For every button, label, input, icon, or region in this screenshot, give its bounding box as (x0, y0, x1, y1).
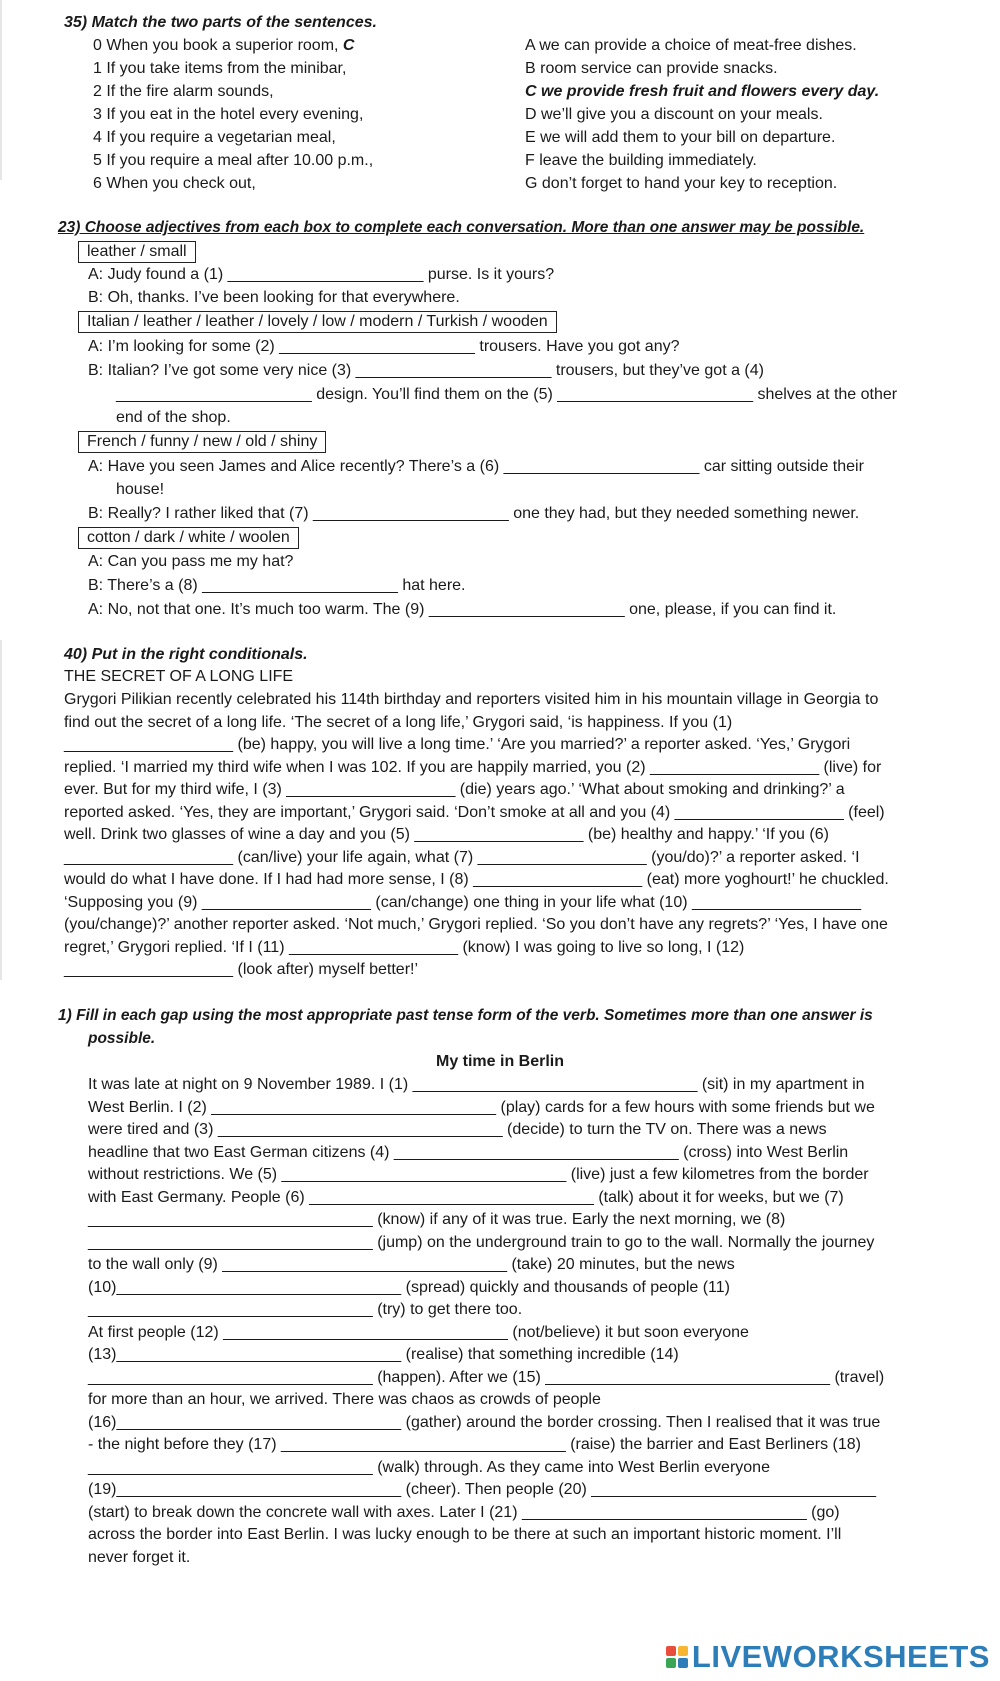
ex40-body-line: Grygori Pilikian recently celebrated his 114th birthday and reporters visited him in his mountain village in Georgia to (64, 691, 879, 708)
ex35-right-b: B room service can provide snacks. (525, 60, 778, 77)
ex1-body-line: ________________________________ (walk) through. As they came into West Berlin everyone (88, 1458, 770, 1476)
ex23-title: 23) Choose adjectives from each box to complete each conversation. More than one answer may be possible. (58, 219, 865, 236)
ex40-subtitle: THE SECRET OF A LONG LIFE (64, 668, 294, 685)
ex40-body-line: ___________________ (be) happy, you will live a long time.’ ‘Are you married?’ a reporter asked. ‘Yes,’ Grygori (64, 736, 851, 753)
ex1-body-line: (10)________________________________ (spread) quickly and thousands of people (11) (88, 1278, 730, 1296)
ex23-line-12: A: No, not that one. It’s much too warm. The (9) ______________________ one, please, if you can find it. (88, 601, 837, 618)
ex35-left-1: 1 If you take items from the minibar, (93, 60, 347, 77)
ex40-body-line: find out the secret of a long life. ‘The secret of a long life,’ Grygori said, ‘is happiness. If you (1) (64, 713, 733, 731)
ex40-body-line: ever. But for my third wife, I (3) ___________________ (die) years ago.’ ‘What about smoking and drinking?’ a (64, 781, 845, 798)
ex23-line-7: A: Have you seen James and Alice recently? There’s a (6) ______________________ car sitting outside their (88, 458, 864, 475)
ex35-left-0 (93, 35, 354, 57)
logo-square-green (666, 1658, 676, 1668)
ex40-body-line: ___________________ (can/live) your life again, what (7) ___________________ (you/do)?’ a reporter asked. ‘I (64, 848, 860, 866)
logo-square-yellow (678, 1646, 688, 1656)
ex35-left-4: 4 If you require a vegetarian meal, (93, 129, 336, 146)
ex1-body-line: ________________________________ (try) to get there too. (88, 1301, 523, 1318)
ex23-box-2: Italian / leather / leather / lovely / low / modern / Turkish / wooden (78, 311, 557, 333)
ex35-right-c: C we provide fresh fruit and flowers every day. (525, 83, 880, 100)
ex1-body-line: never forget it. (88, 1548, 191, 1566)
ex1-body-line: ________________________________ (know) if any of it was true. Early the next morning, we (8) (88, 1211, 786, 1228)
ex35-left-3: 3 If you eat in the hotel every evening, (93, 106, 364, 123)
ex1-body-line: (19)________________________________ (cheer). Then people (20) ________________________________ (88, 1481, 876, 1498)
ex23-line-5: ______________________ design. You’ll find them on the (5) ______________________ shelves at the other (116, 386, 898, 403)
ex35-left-5: 5 If you require a meal after 10.00 p.m., (93, 152, 374, 169)
ex1-body-line: (start) to break down the concrete wall with axes. Later I (21) ________________________________ (go) (88, 1503, 840, 1521)
ex40-body-line: well. Drink two glasses of wine a day and you (5) ___________________ (be) healthy and happy.’ ‘If you (6) (64, 826, 829, 843)
logo-grid-icon (666, 1646, 688, 1668)
ex1-body-line: - the night before they (17) ________________________________ (raise) the barrier and East Berliners (18) (88, 1436, 861, 1453)
ex35-left-text: 0 When you book a superior room, (93, 37, 339, 54)
ex35-title: 35) Match the two parts of the sentences. (64, 14, 377, 31)
ex23-line-11: B: There’s a (8) ______________________ hat here. (88, 577, 466, 594)
ex35-right-f: F leave the building immediately. (525, 152, 757, 169)
ex40-body-line: replied. ‘I married my third wife when I was 102. If you are happily married, you (2) ___________________ (live) for (64, 758, 882, 776)
ex1-body-line: At first people (12) ________________________________ (not/believe) it but soon everyone (88, 1323, 749, 1341)
ex35-left-2: 2 If the fire alarm sounds, (93, 83, 274, 100)
ex1-body-line: across the border into East Berlin. I was lucky enough to be there at such an important historic moment. I’ll (88, 1526, 842, 1543)
ex23-line-1: A: Judy found a (1) ______________________ purse. Is it yours? (88, 266, 555, 283)
ex40-body-line: ___________________ (look after) myself better!’ (64, 961, 419, 978)
ex1-body-line: to the wall only (9) ________________________________ (take) 20 minutes, but the news (88, 1256, 735, 1273)
ex1-body-line: West Berlin. I (2) ________________________________ (play) cards for a few hours with some friends but we (88, 1098, 875, 1116)
ex23-line-6: end of the shop. (116, 409, 231, 426)
ex40-body-line: regret,’ Grygori replied. ‘If I (11) ___________________ (know) I was going to live so long, I (12) (64, 938, 745, 956)
ex1-title-line1: 1) Fill in each gap using the most appropriate past tense form of the verb. Sometimes more than one answer is (58, 1007, 873, 1024)
liveworksheets-logo (666, 1637, 990, 1677)
ex40-body-line: reported asked. ‘Yes, they are important,’ Grygori said. ‘Don’t smoke at all and you (4) ___________________ (feel) (64, 803, 885, 821)
ex1-body-line: were tired and (3) ________________________________ (decide) to turn the TV on. There was a news (88, 1121, 827, 1138)
ex1-body-line: with East Germany. People (6) ________________________________ (talk) about it for weeks, but we (7) (88, 1188, 844, 1206)
ex23-line-8: house! (116, 481, 165, 498)
ex23-line-3: A: I’m looking for some (2) ______________________ trousers. Have you got any? (88, 338, 680, 355)
ex35-right-e: E we will add them to your bill on departure. (525, 129, 836, 146)
ex23-line-9: B: Really? I rather liked that (7) ______________________ one they had, but they needed something newer. (88, 505, 860, 522)
ex1-body-line: for more than an hour, we arrived. There was chaos as crowds of people (88, 1391, 601, 1408)
ex23-box-1: leather / small (78, 241, 196, 263)
ex23-box-3: French / funny / new / old / shiny (78, 431, 326, 453)
ex35-left-6: 6 When you check out, (93, 175, 256, 192)
ex23-line-10: A: Can you pass me my hat? (88, 553, 294, 570)
ex1-body-line: (16)________________________________ (gather) around the border crossing. Then I realised that it was true (88, 1413, 881, 1431)
ex23-line-4: B: Italian? I’ve got some very nice (3) ______________________ trousers, but they’ve got a (4) (88, 362, 764, 379)
ex35-right-a: A we can provide a choice of meat-free dishes. (525, 37, 857, 54)
ex40-body-line: (you/change)?’ another reporter asked. ‘Not much,’ Grygori replied. ‘So you don’t have any regrets?’ ‘Yes, I have one (64, 916, 888, 933)
ex40-body-line: ‘Supposing you (9) ___________________ (can/change) one thing in your life what (10) ___________________ (64, 893, 862, 911)
ex35-example-answer: C (342, 37, 355, 54)
ex1-body-line: without restrictions. We (5) ________________________________ (live) just a few kilometres from the border (88, 1166, 869, 1183)
ex1-body-line: headline that two East German citizens (4) ________________________________ (cross) into West Berlin (88, 1143, 849, 1161)
ex1-title-line2: possible. (88, 1030, 156, 1047)
ex35-right-d: D we’ll give you a discount on your meals. (525, 106, 823, 123)
ex1-body-line: It was late at night on 9 November 1989. I (1) ________________________________ (sit) in my apartment in (88, 1076, 865, 1093)
logo-text: LIVEWORKSHEETS (691, 1639, 990, 1674)
ex1-body-line: ________________________________ (jump) on the underground train to go to the wall. Normally the journey (88, 1233, 875, 1251)
ex1-body-line: ________________________________ (happen). After we (15) ________________________________ (travel) (88, 1368, 885, 1386)
logo-square-red (666, 1646, 676, 1656)
ex40-body-line: would do what I have done. If I had had more sense, I (8) ___________________ (eat) more yoghourt!’ he chuckled. (64, 871, 889, 888)
ex40-title: 40) Put in the right conditionals. (64, 646, 308, 663)
ex23-line-2: B: Oh, thanks. I’ve been looking for that everywhere. (88, 289, 460, 306)
logo-square-blue (678, 1658, 688, 1668)
ex1-heading: My time in Berlin (435, 1053, 565, 1070)
ex1-body-line: (13)________________________________ (realise) that something incredible (14) (88, 1346, 679, 1363)
ex23-box-4: cotton / dark / white / woolen (78, 527, 299, 549)
ex35-right-g: G don’t forget to hand your key to reception. (525, 175, 838, 192)
